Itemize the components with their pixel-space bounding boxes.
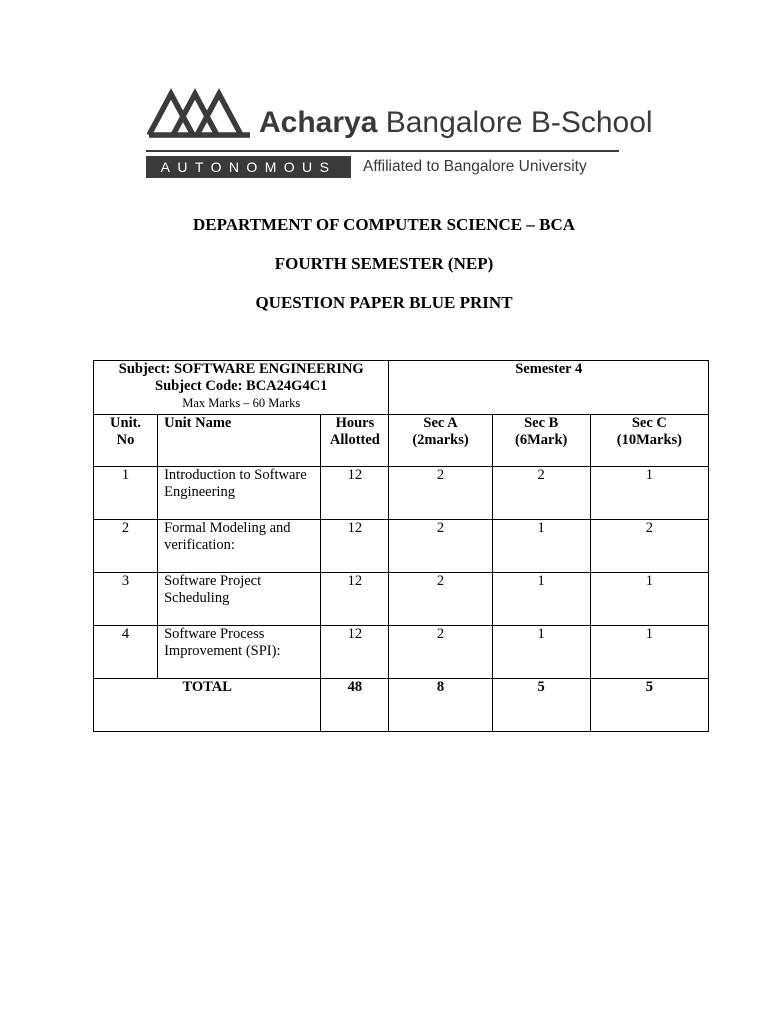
subject-info-cell xyxy=(94,361,389,415)
blueprint-table xyxy=(93,360,709,732)
sec-c: 1 xyxy=(590,626,708,679)
column-header-row xyxy=(94,415,709,467)
school-logo xyxy=(146,88,653,180)
hours: 12 xyxy=(321,626,389,679)
mountain-logo-icon xyxy=(146,88,256,138)
subject-header-row xyxy=(94,361,709,415)
col-sec-b: Sec B (6Mark) xyxy=(492,415,590,467)
table-row xyxy=(94,520,709,573)
unit-name: Software Project Scheduling xyxy=(158,573,321,626)
sec-c: 1 xyxy=(590,467,708,520)
sec-a: 2 xyxy=(389,520,492,573)
brand-bold: Acharya xyxy=(259,106,378,139)
total-row xyxy=(94,679,709,732)
brand-rest: Bangalore B-School xyxy=(377,106,653,139)
table-row xyxy=(94,573,709,626)
total-sec-a: 8 xyxy=(389,679,492,732)
affiliation-text: Affiliated to Bangalore University xyxy=(363,158,587,175)
hours: 12 xyxy=(321,467,389,520)
total-hours: 48 xyxy=(321,679,389,732)
unit-no: 4 xyxy=(94,626,158,679)
col-hours: Hours Allotted xyxy=(321,415,389,467)
department-heading: DEPARTMENT OF COMPUTER SCIENCE – BCA xyxy=(192,215,576,234)
brand-name xyxy=(259,108,653,138)
sec-b: 1 xyxy=(492,520,590,573)
total-sec-c: 5 xyxy=(590,679,708,732)
col-sec-a: Sec A (2marks) xyxy=(389,415,492,467)
unit-name: Introduction to Software Engineering xyxy=(158,467,321,520)
unit-no: 3 xyxy=(94,573,158,626)
table-row xyxy=(94,626,709,679)
unit-name: Software Process Improvement (SPI): xyxy=(158,626,321,679)
col-unit-no: Unit. No xyxy=(94,415,158,467)
semester-cell: Semester 4 xyxy=(389,361,709,415)
unit-name: Formal Modeling and verification: xyxy=(158,520,321,573)
document-title: QUESTION PAPER BLUE PRINT xyxy=(255,293,513,312)
sec-a: 2 xyxy=(389,573,492,626)
sec-b: 2 xyxy=(492,467,590,520)
col-sec-c: Sec C (10Marks) xyxy=(590,415,708,467)
unit-no: 2 xyxy=(94,520,158,573)
total-sec-b: 5 xyxy=(492,679,590,732)
subject-code: Subject Code: BCA24G4C1 xyxy=(155,378,328,394)
hours: 12 xyxy=(321,520,389,573)
sec-a: 2 xyxy=(389,626,492,679)
logo-divider xyxy=(146,150,619,152)
total-label: TOTAL xyxy=(94,679,321,732)
hours: 12 xyxy=(321,573,389,626)
sec-c: 2 xyxy=(590,520,708,573)
sec-b: 1 xyxy=(492,626,590,679)
col-unit-name: Unit Name xyxy=(158,415,321,467)
unit-no: 1 xyxy=(94,467,158,520)
sec-a: 2 xyxy=(389,467,492,520)
semester-heading: FOURTH SEMESTER (NEP) xyxy=(274,254,494,273)
table-row xyxy=(94,467,709,520)
max-marks: Max Marks – 60 Marks xyxy=(182,396,301,410)
autonomous-badge: AUTONOMOUS xyxy=(146,156,351,178)
sec-c: 1 xyxy=(590,573,708,626)
sec-b: 1 xyxy=(492,573,590,626)
subject-name: Subject: SOFTWARE ENGINEERING xyxy=(118,361,364,377)
